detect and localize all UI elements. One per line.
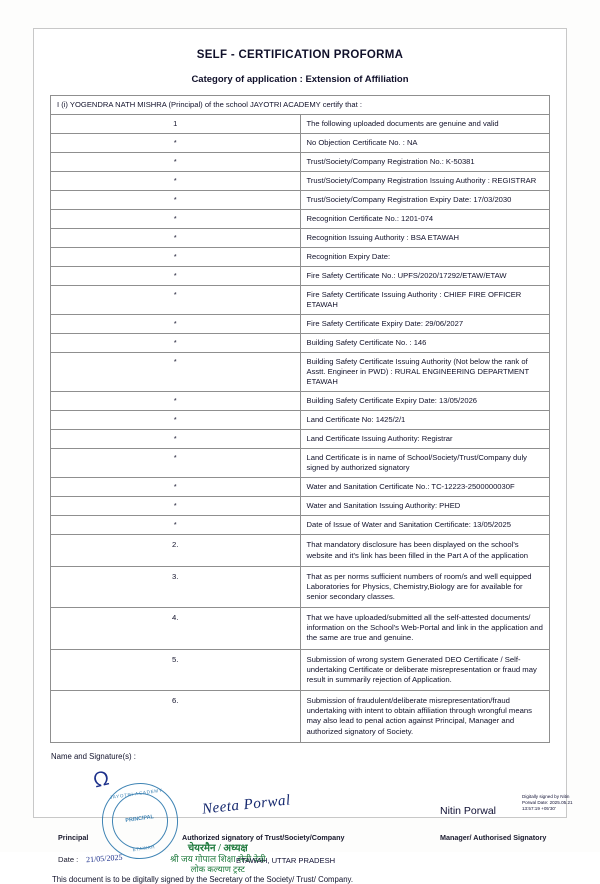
certification-table <box>50 95 550 743</box>
row-text: Water and Sanitation Certificate No.: TC-12223-2500000030F <box>300 478 550 497</box>
application-category: Category of application : Extension of Affiliation <box>191 74 409 85</box>
table-row <box>51 134 550 153</box>
proforma-sheet <box>33 28 573 884</box>
row-number: * <box>51 191 301 210</box>
table-row <box>51 191 550 210</box>
table-row-intro <box>51 96 550 115</box>
signature-area <box>50 761 573 874</box>
table-row <box>51 411 550 430</box>
row-number: 5. <box>51 649 301 690</box>
row-number: * <box>51 248 301 267</box>
table-row <box>51 535 550 566</box>
row-number: * <box>51 267 301 286</box>
row-text: Submission of wrong system Generated DEO Certificate / Self-undertaking Certificate or deliberate misrepresentation or fraud may result in summarily rejection of Application. <box>300 649 550 690</box>
manager-digital-signature-name: Nitin Porwal <box>440 804 497 817</box>
row-text: That as per norms sufficient numbers of room/s and well equipped Laboratories for Physics, Chemistry,Biology are for available for senior secondary classes. <box>300 566 550 607</box>
names-and-signatures-label: Name and Signature(s) : <box>51 751 136 761</box>
table-row <box>51 516 550 535</box>
row-number: * <box>51 497 301 516</box>
table-row <box>51 229 550 248</box>
row-text: Trust/Society/Company Registration Issuing Authority : REGISTRAR <box>300 172 550 191</box>
footer-note: This document is to be digitally signed by the Secretary of the Society/ Trust/ Company. <box>52 874 354 884</box>
row-text: Trust/Society/Company Registration No.: K-50381 <box>300 153 550 172</box>
row-number: * <box>51 516 301 535</box>
table-row <box>51 334 550 353</box>
table-row <box>51 691 550 743</box>
page-title: SELF - CERTIFICATION PROFORMA <box>196 49 404 61</box>
school-address: ETAWAH, UTTAR PRADESH <box>236 855 336 865</box>
authorized-signatory-handwritten-signature: Neeta Porwal <box>201 792 292 818</box>
row-number: 2. <box>51 535 301 566</box>
row-number: * <box>51 286 301 315</box>
table-row <box>51 115 550 134</box>
row-number: * <box>51 134 301 153</box>
table-row <box>51 449 550 478</box>
row-number: * <box>51 478 301 497</box>
row-text: That we have uploaded/submitted all the self-attested documents/ information on the School's Web-Portal and link in the application and the same are true and genuine. <box>300 608 550 649</box>
row-number: 6. <box>51 691 301 743</box>
trust-stamp-line3: लोक कल्याण ट्रस्ट <box>190 863 245 874</box>
certification-table-body <box>51 96 550 743</box>
row-number: 3. <box>51 566 301 607</box>
row-text: Fire Safety Certificate Issuing Authority : CHIEF FIRE OFFICER ETAWAH <box>300 286 550 315</box>
authorized-signatory-label: Authorized signatory of Trust/Society/Company <box>182 832 345 842</box>
row-text: Fire Safety Certificate Expiry Date: 29/06/2027 <box>300 315 550 334</box>
seal-bottom-text: ETAWAH <box>132 843 156 853</box>
row-number: * <box>51 430 301 449</box>
row-text: Land Certificate Issuing Authority: Registrar <box>300 430 550 449</box>
table-row <box>51 353 550 392</box>
table-row <box>51 392 550 411</box>
row-text: Building Safety Certificate Expiry Date: 13/05/2026 <box>300 392 550 411</box>
row-number: * <box>51 315 301 334</box>
seal-mid-text: PRINCIPAL <box>125 813 155 824</box>
table-row <box>51 649 550 690</box>
trust-stamp-line2: श्री जय गोपाल शिक्षा सेवी देवी <box>170 854 266 865</box>
row-text: Recognition Issuing Authority : BSA ETAWAH <box>300 229 550 248</box>
row-number: * <box>51 353 301 392</box>
table-row <box>51 153 550 172</box>
row-number: 1 <box>51 115 301 134</box>
table-row <box>51 478 550 497</box>
row-number: * <box>51 172 301 191</box>
row-text: No Objection Certificate No. : NA <box>300 134 550 153</box>
table-row <box>51 430 550 449</box>
seal-top-text: JAYOTRI ACADEMY <box>109 787 163 800</box>
table-row <box>51 210 550 229</box>
row-text: That mandatory disclosure has been displayed on the school's website and it's link has been filled in the Part A of the application <box>300 535 550 566</box>
row-number: * <box>51 449 301 478</box>
table-row <box>51 497 550 516</box>
row-text: Trust/Society/Company Registration Expiry Date: 17/03/2030 <box>300 191 550 210</box>
row-text: The following uploaded documents are genuine and valid <box>300 115 550 134</box>
row-number: * <box>51 392 301 411</box>
table-row <box>51 608 550 649</box>
principal-signature-mark: ᘯ <box>91 767 112 793</box>
table-row <box>51 267 550 286</box>
row-text: Building Safety Certificate Issuing Authority (Not below the rank of Asstt. Engineer in PWD) : RURAL ENGINEERING DEPARTMENT ETAWAH <box>300 353 550 392</box>
row-number: * <box>51 153 301 172</box>
table-row <box>51 315 550 334</box>
row-text: Recognition Certificate No.: 1201-074 <box>300 210 550 229</box>
row-text: Building Safety Certificate No. : 146 <box>300 334 550 353</box>
intro-statement: I (i) YOGENDRA NATH MISHRA (Principal) of the school JAYOTRI ACADEMY certify that : <box>51 96 550 115</box>
row-number: * <box>51 411 301 430</box>
digital-signature-metadata: Digitally signed by Nitin Porwal Date: 2025.05.21 13:57:19 +05'30' <box>522 793 573 812</box>
table-row <box>51 172 550 191</box>
trust-stamp-line1: चेयरमैन / अध्यक्ष <box>187 842 248 854</box>
row-text: Water and Sanitation Issuing Authority: PHED <box>300 497 550 516</box>
table-row <box>51 286 550 315</box>
date-label: Date : <box>58 854 79 864</box>
row-number: 4. <box>51 608 301 649</box>
row-number: * <box>51 229 301 248</box>
table-row <box>51 566 550 607</box>
principal-label: Principal <box>58 832 89 842</box>
row-text: Fire Safety Certificate No.: UPFS/2020/17292/ETAW/ETAW <box>300 267 550 286</box>
date-value: 21/05/2025 <box>85 852 123 864</box>
row-number: * <box>51 210 301 229</box>
row-text: Land Certificate No: 1425/2/1 <box>300 411 550 430</box>
row-number: * <box>51 334 301 353</box>
table-row <box>51 248 550 267</box>
row-text: Submission of fraudulent/deliberate misrepresentation/fraud undertaking with intent to obtain affiliation through wrongful means may also lead to penal action against Principal, Manager and authorized signatory of Society. <box>300 691 550 743</box>
row-text: Date of Issue of Water and Sanitation Certificate: 13/05/2025 <box>300 516 550 535</box>
row-text: Recognition Expiry Date: <box>300 248 550 267</box>
manager-signatory-label: Manager/ Authorised Signatory <box>440 832 547 842</box>
row-text: Land Certificate is in name of School/Society/Trust/Company duly signed by authorized signatory <box>300 449 550 478</box>
